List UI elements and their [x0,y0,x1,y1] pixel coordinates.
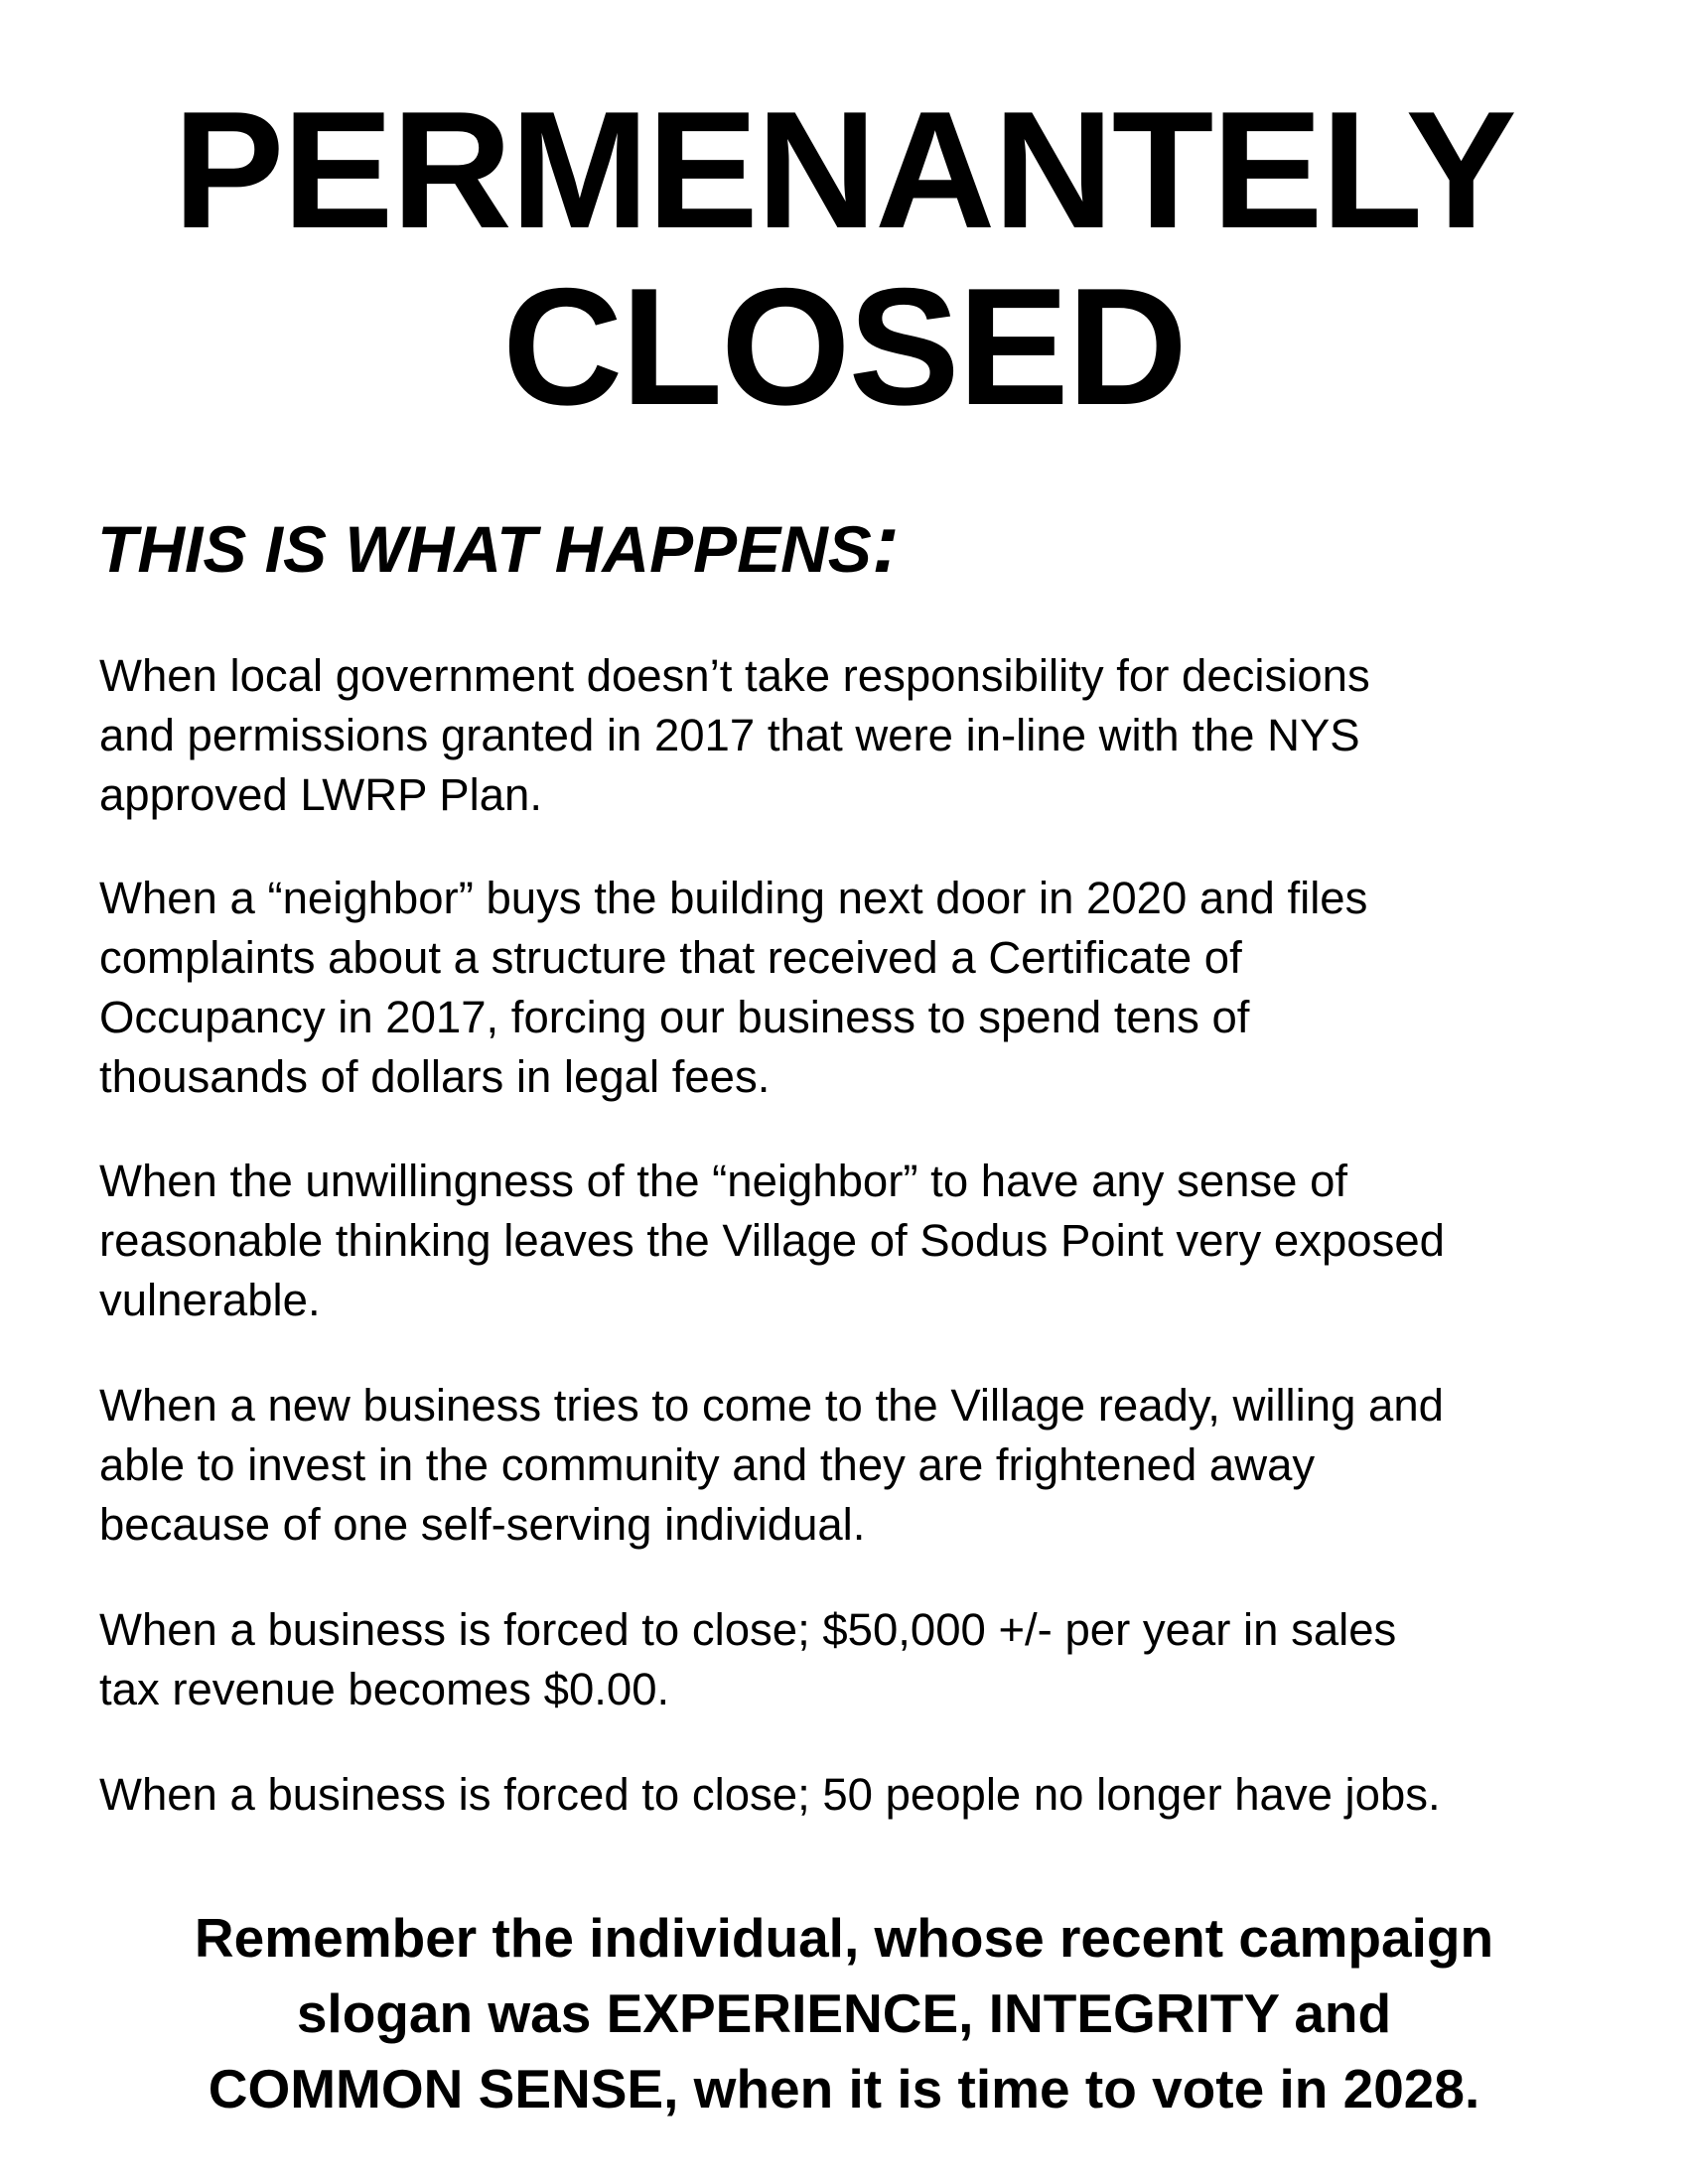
closing-line: slogan was EXPERIENCE, INTEGRITY and [296,1982,1392,2044]
paragraph-line: When a new business tries to come to the Village ready, willing and [99,1380,1444,1431]
paragraph-line: When a “neighbor” buys the building next door in 2020 and files [99,873,1368,923]
paragraph-line: When a business is forced to close; 50 people no longer have jobs. [99,1769,1441,1820]
closing-line: COMMON SENSE, when it is time to vote in 2028. [208,2058,1480,2119]
paragraph-neighbor-complaints [99,869,1648,1107]
subheading-colon: : [871,496,900,590]
headline-line-1: PERMENANTELY [173,76,1515,263]
paragraph-unwillingness [99,1152,1648,1330]
paragraph-sales-tax [99,1600,1648,1719]
paragraph-new-business [99,1376,1648,1555]
closing-line: Remember the individual, whose recent campaign [194,1907,1494,1969]
paragraph-line: vulnerable. [99,1275,321,1325]
paragraph-line: reasonable thinking leaves the Village of Sodus Point very exposed [99,1215,1445,1266]
paragraph-line: When a business is forced to close; $50,000 +/- per year in sales [99,1604,1397,1655]
paragraph-line: Occupancy in 2017, forcing our business to spend tens of [99,992,1250,1042]
closing-statement [0,1900,1688,2126]
paragraph-line: because of one self-serving individual. [99,1499,866,1550]
paragraph-line: able to invest in the community and they are frightened away [99,1439,1316,1490]
paragraph-line: When local government doesn’t take responsibility for decisions [99,650,1370,701]
paragraph-line: and permissions granted in 2017 that were in-line with the NYS [99,710,1360,760]
subheading [97,496,900,590]
paragraph-line: thousands of dollars in legal fees. [99,1051,771,1102]
paragraph-jobs [99,1765,1648,1825]
paragraph-line: approved LWRP Plan. [99,769,542,820]
paragraph-line: complaints about a structure that received a Certificate of [99,932,1242,983]
subheading-text: THIS IS WHAT HAPPENS [97,512,872,586]
paragraph-line: When the unwillingness of the “neighbor” to have any sense of [99,1156,1348,1206]
paragraph-lwrp-plan [99,646,1648,825]
paragraph-line: tax revenue becomes $0.00. [99,1664,670,1714]
headline-line-2: CLOSED [501,253,1187,440]
